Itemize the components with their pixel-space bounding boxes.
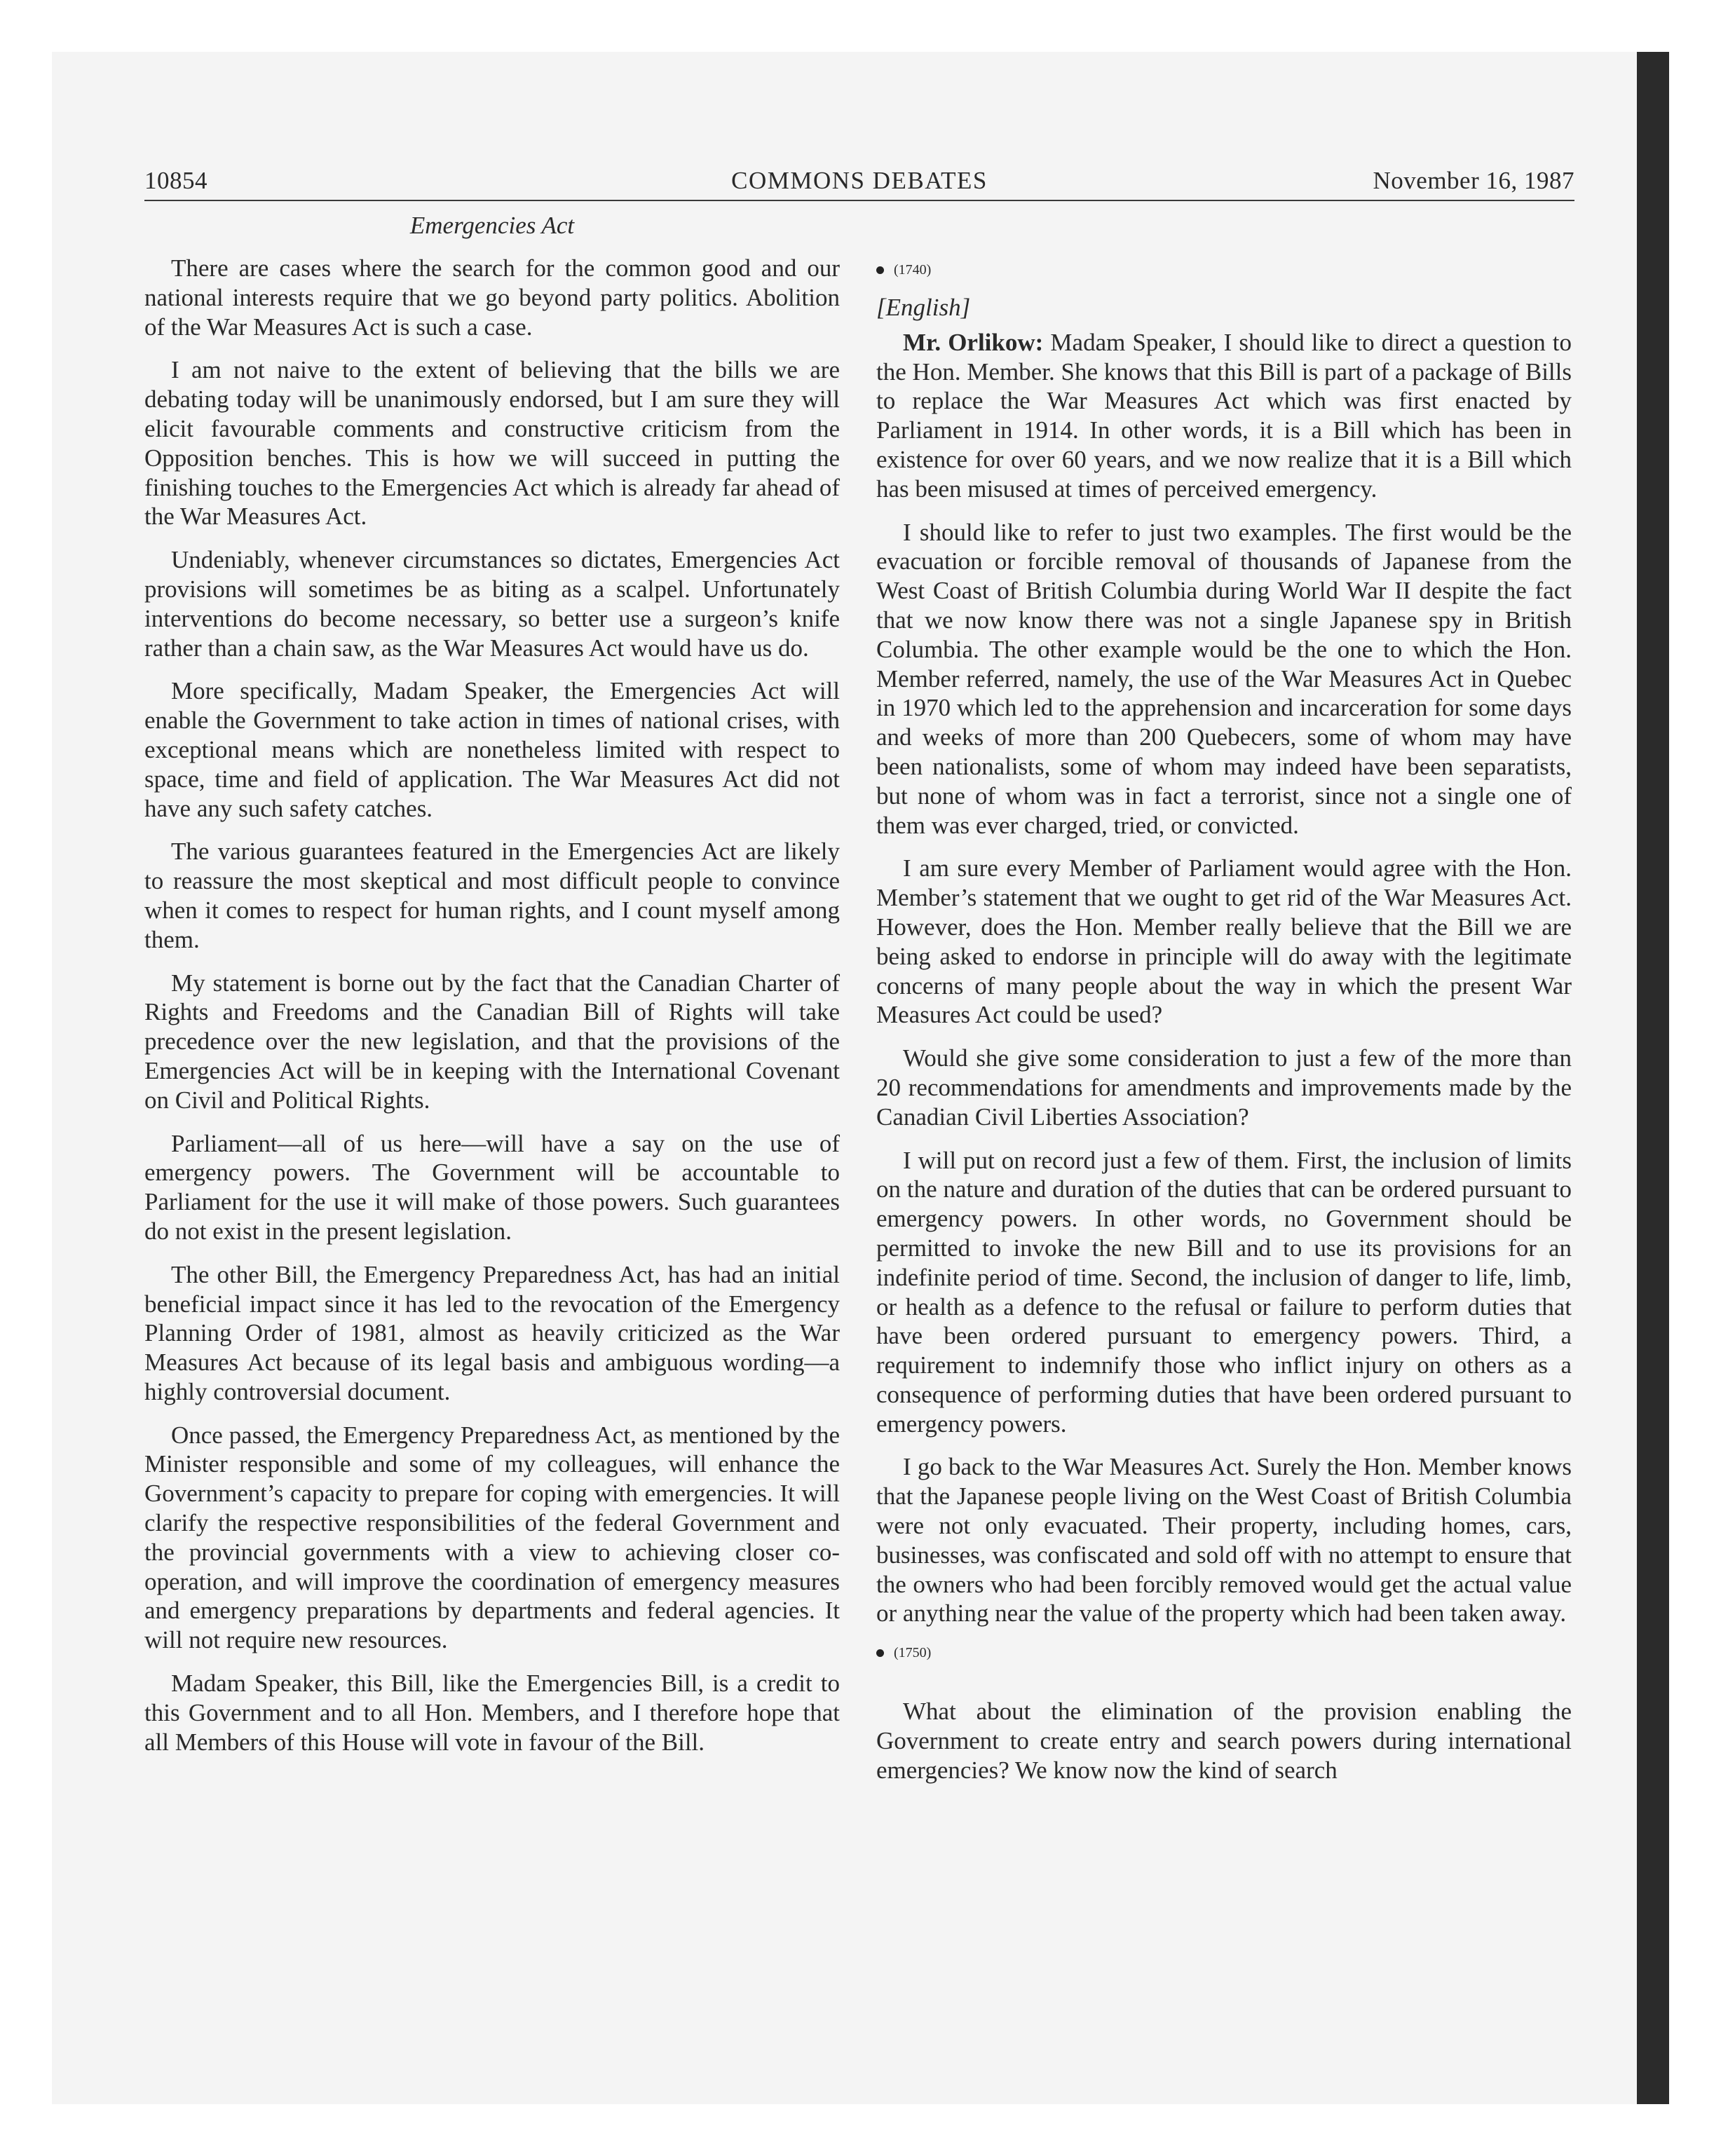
paragraph: What about the elimination of the provision enabling the Government to create entry and search powers during international emergencies? We know now the kind of search: [876, 1698, 1572, 1784]
header-rule: [144, 200, 1574, 201]
page-number: 10854: [144, 167, 207, 194]
bullet-icon: [876, 1649, 884, 1657]
language-tag: [English]: [876, 294, 971, 321]
time-marker: [876, 1642, 1572, 1663]
publication-date: November 16, 1987: [1373, 167, 1574, 194]
paragraph: The various guarantees featured in the Emergencies Act are likely to reassure the most skeptical and most difficult people to convince when it comes to respect for human rights, and I count myself among them.: [144, 838, 840, 953]
page-header: [144, 163, 1574, 202]
speaker-name: Mr. Orlikow:: [903, 328, 1044, 356]
speech-paragraph: [876, 328, 1572, 504]
paragraph: There are cases where the search for the common good and our national interests require that we go beyond party politics. Abolition of the War Measures Act is such a case.: [144, 254, 840, 341]
paragraph: More specifically, Madam Speaker, the Emergencies Act will enable the Government to take action in times of national crises, with exceptional means which are nonetheless limited with respect to space, time and field of application. The War Measures Act did not have any such safety catches.: [144, 677, 840, 822]
paragraph: Would she give some consideration to just a few of the more than 20 recommendations for amendments and improvements made by the Canadian Civil Liberties Association?: [876, 1044, 1572, 1131]
paragraph: The other Bill, the Emergency Preparedness Act, has had an initial beneficial impact since it has led to the revocation of the Emergency Planning Order of 1981, almost as heavily criticized as the War Measures Act because of its legal basis and ambiguous wording—a highly controversial document.: [144, 1260, 840, 1405]
paragraph: Once passed, the Emergency Preparedness Act, as mentioned by the Minister responsible and some of my colleagues, will enhance the Government’s capacity to prepare for coping with emergencies. It will clarify the respective responsibilities of the federal Government and the provincial governments with a view to achieving closer co-operation, and will improve the coordination of emergency measures and emergency preparations by departments and federal agencies. It will not require new resources.: [144, 1421, 840, 1654]
right-column: [876, 210, 1572, 1799]
publication-title: COMMONS DEBATES: [731, 167, 988, 194]
bullet-icon: [876, 266, 884, 274]
paragraph: Madam Speaker, this Bill, like the Emergencies Bill, is a credit to this Government and to all Hon. Members, and I therefore hope that all Members of this House will vote in favour of the Bill.: [144, 1670, 840, 1756]
paragraph: My statement is borne out by the fact that the Canadian Charter of Rights and Freedoms and the Canadian Bill of Rights will take precedence over the new legislation, and that the provisions of the Emergencies Act will be in keeping with the International Covenant on Civil and Political Rights.: [144, 969, 840, 1114]
left-column: [144, 210, 840, 1770]
time-marker: [876, 259, 1572, 280]
paragraph: I go back to the War Measures Act. Surely the Hon. Member knows that the Japanese people living on the West Coast of British Columbia were not only evacuated. Their property, including homes, cars, businesses, was confiscated and sold off with no attempt to ensure that the owners who had been forcibly removed would get the actual value or anything near the value of the property which had been taken away.: [876, 1453, 1572, 1628]
time-marker-label: (1750): [894, 1645, 932, 1661]
speech-text: Madam Speaker, I should like to direct a question to the Hon. Member. She knows that this Bill is part of a package of Bills to replace the War Measures Act which was first enacted by Parliament in 1914. In other words, it is a Bill which has been in existence for over 60 years, and we now realize that it is a Bill which has been misused at times of perceived emergency.: [876, 328, 1572, 503]
paragraph: I should like to refer to just two examples. The first would be the evacuation or forcible removal of thousands of Japanese from the West Coast of British Columbia during World War II despite the fact that we now know there was not a single Japanese spy in British Columbia. The other example would be the one to which the Hon. Member referred, namely, the use of the War Measures Act in Quebec in 1970 which led to the apprehension and incarceration for some days and weeks of more than 200 Quebecers, some of whom may have been nationalists, some of whom may indeed have been separatists, but none of whom was in fact a terrorist, since not a single one of them was ever charged, tried, or convicted.: [876, 518, 1572, 839]
section-title: Emergencies Act: [409, 212, 575, 239]
paragraph: Parliament—all of us here—will have a say on the use of emergency powers. The Government will be accountable to Parliament for the use it will make of those powers. Such guarantees do not exist in the present legislation.: [144, 1129, 840, 1245]
paragraph: I will put on record just a few of them. First, the inclusion of limits on the nature and duration of the duties that can be ordered pursuant to emergency powers. In other words, no Government should be permitted to invoke the new Bill and to use its provisions for an indefinite period of time. Second, the inclusion of danger to life, limb, or health as a defence to the refusal or failure to perform duties that have been ordered pursuant to emergency powers. Third, a requirement to indemnify those who inflict injury on others as a consequence of performing duties that have been ordered pursuant to emergency powers.: [876, 1146, 1572, 1438]
paragraph: I am not naive to the extent of believing that the bills we are debating today will be unanimously endorsed, but I am sure they will elicit favourable comments and constructive criticism from the Opposition benches. This is how we will succeed in putting the finishing touches to the Emergencies Act which is already far ahead of the War Measures Act.: [144, 356, 840, 531]
paragraph: I am sure every Member of Parliament would agree with the Hon. Member’s statement that we ought to get rid of the War Measures Act. However, does the Hon. Member really believe that the Bill we are being asked to endorse in principle will do away with the legitimate concerns of many people about the way in which the present War Measures Act could be used?: [876, 854, 1572, 1029]
binding-edge: [1637, 52, 1669, 2104]
paragraph: Undeniably, whenever circumstances so dictates, Emergencies Act provisions will sometimes be as biting as a scalpel. Unfortunately interventions do become necessary, so better use a surgeon’s knife rather than a chain saw, as the War Measures Act would have us do.: [144, 546, 840, 662]
time-marker-label: (1740): [894, 262, 932, 278]
